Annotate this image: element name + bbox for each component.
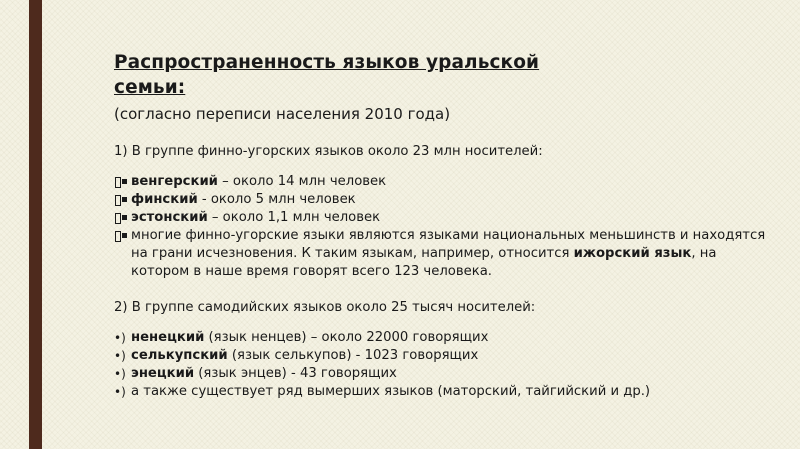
- list-item: [114, 209, 774, 227]
- slide-title-line-2: семьи:: [114, 77, 186, 98]
- section-2-list: [114, 329, 774, 401]
- list-item-bold: энецкий: [131, 366, 195, 381]
- section-2-heading: 2) В группе самодийских языков около 25 тысяч носителей:: [114, 300, 536, 315]
- decorative-side-bar: [29, 0, 42, 449]
- bullet-icon: •): [114, 367, 126, 381]
- section-1-heading: 1) В группе финно-угорских языков около 23 млн носителей:: [114, 144, 543, 159]
- list-item-bold: венгерский: [131, 174, 218, 189]
- list-item-bold: ненецкий: [131, 330, 205, 345]
- slide-title-line-1: Распространенность языков уральской: [114, 52, 540, 73]
- list-item-bold: эстонский: [131, 210, 208, 225]
- list-item-text: многие финно-угорские языки являются языками национальных меньшинств и находятся на грани исчезновения. К таким языкам, например, относится: [131, 228, 766, 261]
- list-item-bold: финский: [131, 192, 198, 207]
- list-item: [114, 347, 774, 365]
- list-item-text: – около 1,1 млн человек: [207, 210, 381, 225]
- list-item-text: (язык энцев) - 43 говорящих: [194, 366, 397, 381]
- list-item: [114, 329, 774, 347]
- list-item-bold: селькупский: [131, 348, 228, 363]
- slide-title: [114, 50, 774, 100]
- list-item-text: – около 14 млн человек: [217, 174, 387, 189]
- list-item: [114, 365, 774, 383]
- list-item-text: - около 5 млн человек: [197, 192, 356, 207]
- list-item-text: а также существует ряд вымерших языков (маторский, тайгийский и др.): [131, 384, 651, 399]
- list-item: [114, 227, 774, 281]
- list-item-bold: ижорский язык: [573, 246, 692, 261]
- list-item: [114, 383, 774, 401]
- list-item-text: (язык селькупов) - 1023 говорящих: [227, 348, 479, 363]
- list-item-text: (язык ненцев) – около 22000 говорящих: [204, 330, 489, 345]
- bullet-icon: •): [114, 349, 126, 363]
- list-item: [114, 173, 774, 191]
- list-item: [114, 191, 774, 209]
- bullet-icon: •): [114, 385, 126, 399]
- list-item-text: , на котором в наше время говорят всего 123 человека.: [131, 246, 717, 279]
- bullet-icon: •): [114, 331, 126, 345]
- slide-subtitle: (согласно переписи населения 2010 года): [114, 105, 451, 123]
- section-1-list: [114, 173, 774, 281]
- slide-content: [114, 50, 774, 401]
